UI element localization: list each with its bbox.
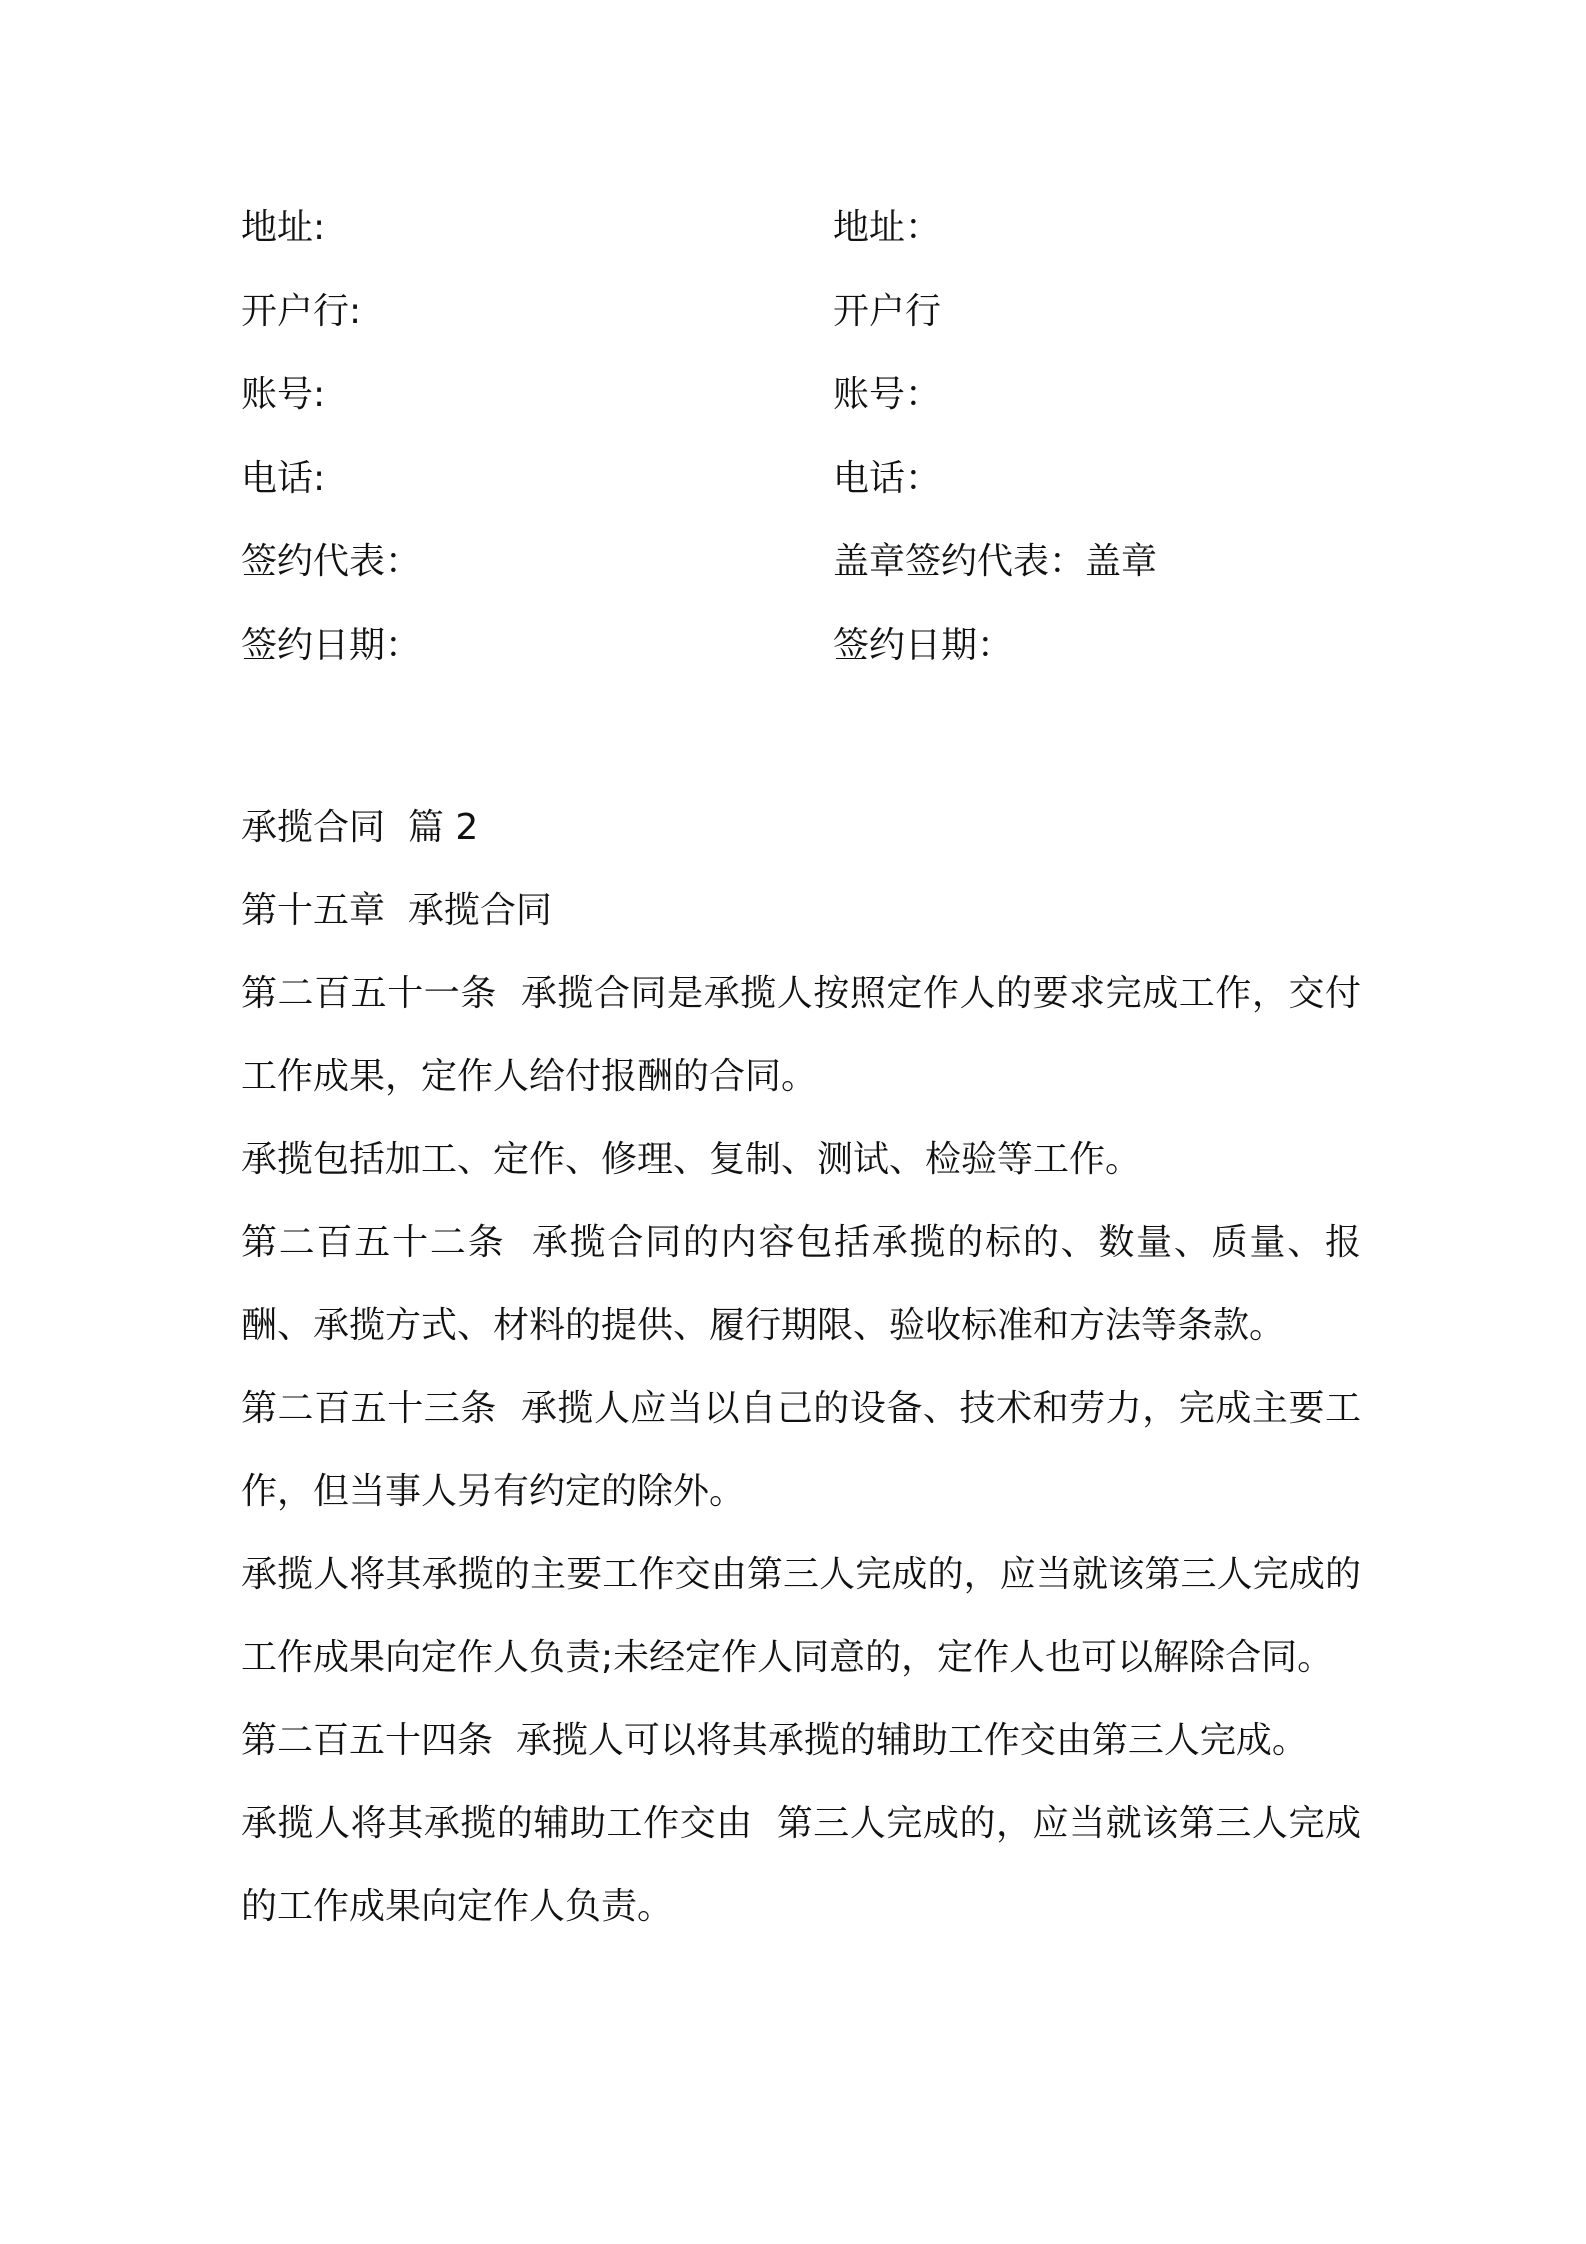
party-b-address-label: 地址： [833,207,942,248]
sign-date-row [241,618,1371,702]
party-b-sign-date-label: 签约日期： [833,624,1014,666]
party-a-representative-label: 签约代表： [241,541,422,582]
contract-body [241,786,1361,1948]
article-253: 第二百五十三条 承揽人应当以自己的设备、技术和劳力，完成主要工作，但当事人另有约定的除外。 [241,1388,1361,1512]
account-row [241,367,1371,451]
party-a-address-label: 地址: [241,207,326,248]
phone-row [241,451,1371,535]
representative-row [241,534,1371,618]
bank-row [241,284,1371,368]
chapter-heading: 第十五章 承揽合同 [241,890,552,931]
party-b-representative-label: 盖章签约代表：盖章 [833,541,1158,582]
article-254-clause-2: 承揽人将其承揽的辅助工作交由 第三人完成的，应当就该第三人完成的工作成果向定作人负责。 [241,1803,1361,1927]
article-253-clause-2: 承揽人将其承揽的主要工作交由第三人完成的，应当就该第三人完成的工作成果向定作人负责;未经定作人同意的，定作人也可以解除合同。 [241,1554,1361,1678]
party-b-account-label: 账号： [833,374,942,415]
article-254: 第二百五十四条 承揽人可以将其承揽的辅助工作交由第三人完成。 [241,1720,1308,1761]
article-252: 第二百五十二条 承揽合同的内容包括承揽的标的、数量、质量、报酬、承揽方式、材料的提供、履行期限、验收标准和方法等条款。 [241,1222,1361,1346]
article-251-scope: 承揽包括加工、定作、修理、复制、测试、检验等工作。 [241,1139,1142,1180]
party-a-sign-date-label: 签约日期： [241,624,422,666]
section-title: 承揽合同 篇 2 [241,807,479,848]
party-a-phone-label: 电话: [241,457,326,499]
address-row [241,200,1371,284]
party-a-bank-label: 开户行: [241,290,362,332]
party-b-phone-label: 电话： [833,457,942,499]
signature-block [241,200,1371,701]
party-b-bank-label: 开户行 [833,290,942,332]
article-251: 第二百五十一条 承揽合同是承揽人按照定作人的要求完成工作，交付工作成果，定作人给付报酬的合同。 [241,973,1361,1097]
party-a-account-label: 账号: [241,374,326,415]
